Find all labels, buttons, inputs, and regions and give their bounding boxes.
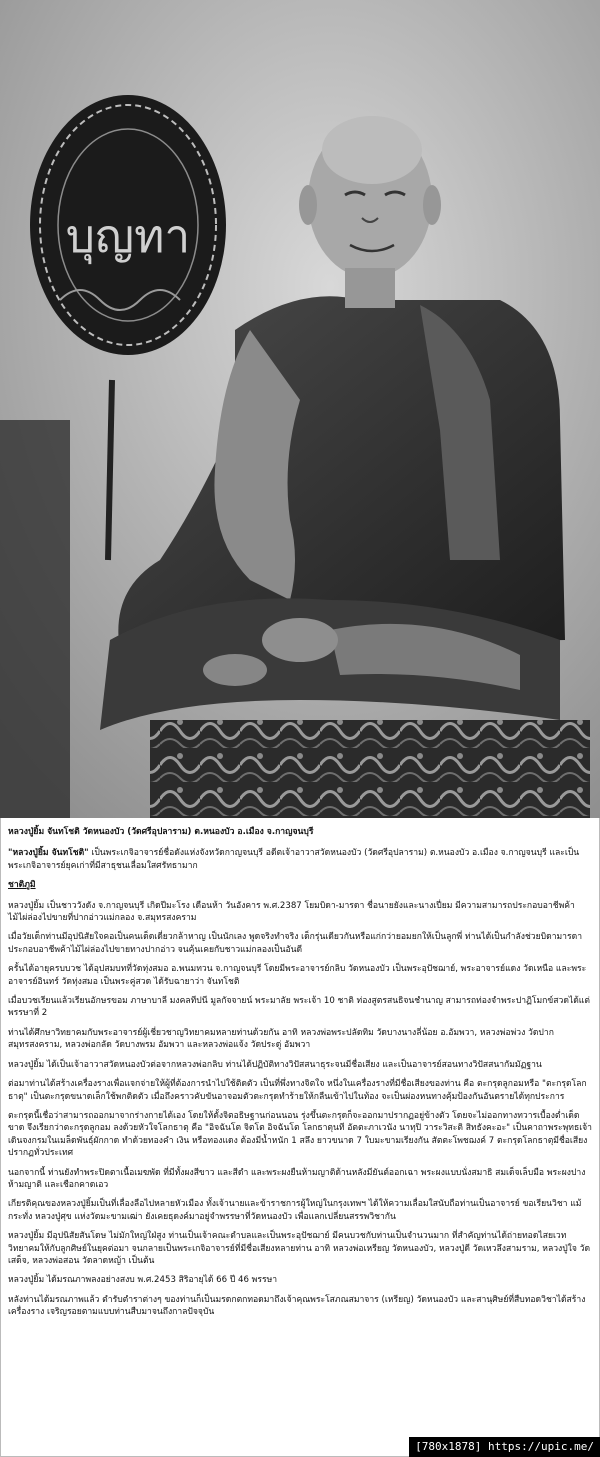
paragraph: หลวงปู่ยิ้ม มีอุปนิสัยสันโดษ ไม่มักใหญ่ใฝ่สูง ท่านเป็นเจ้าคณะตำบลและเป็นพระอุปัชฌาย์ มีคนบวชกับท่านเป็นจำนวนมาก ที่สำคัญท่านได้ถ่ายทอดไสยเวทวิทยาคมให้กับลูกศิษย์ในยุคต่อมา จนกลายเป็นพระเกจิอาจารย์ที่มีชื่อเสียงหลายท่าน อาทิ หลวงพ่อเหรียญ วัดหนองบัว, หลวงปู่ดี วัดเหวลึงสามราม, หลวงปู่ใจ วัดเสด็จ, หลวงพ่อสอน วัดลาดหญ้า เป็นต้น [8,1231,591,1266]
intro-paragraph [8,847,594,872]
paragraph: เมื่อวัยเด็กท่านมีอุปนิสัยใจคอเป็นคนเด็ดเดี่ยวกล้าหาญ เป็นนักเลง พูดจริงทำจริง เด็กรุ่นเดียวกันหรือแก่กว่ายอมยกให้เป็นลูกพี่ ท่านได้เป็นกำลังช่วยบิดามารดาประกอบอาชีพค้าไม้ไผ่ล่องไปขายทางปากอ่าว จนคุ้นเคยกับชาวแม่กลองเป็นอันดี [8,932,583,955]
photo-caption: หลวงปู่ยิ้ม จันทโชติ วัดหนองบัว (วัดศรีอุปลาราม) ต.หนองบัว อ.เมือง จ.กาญจนบุรี [8,827,314,837]
intro-text: เป็นพระเกจิอาจารย์ชื่อดังแห่งจังหวัดกาญจนบุรี อดีตเจ้าอาวาสวัดหนองบัว (วัดศรีอุปลาราม) ต.หนองบัว อ.เมือง จ.กาญจนบุรี และเป็นพระเกจิอาจารย์ยุคเก่าที่มีสาธุชนเลื่อมใสศรัทธามาก [8,848,580,871]
paragraph: หลวงปู่ยิ้ม ได้เป็นเจ้าอาวาสวัดหนองบัวต่อจากหลวงพ่อกลิบ ท่านได้ปฏิบัติทางวิปัสสนาธุระจนมีชื่อเสียง และเป็นอาจารย์สอนทางวิปัสสนากัมมัฏฐาน [8,1059,542,1070]
fan-script: บุญทา [65,209,191,263]
paragraph: นอกจากนี้ ท่านยังทำพระปิดตาเนื้อเมฆพัด ที่มีทั้งผงสีขาว และสีดำ และพระผงยืนห้ามญาติด้านหลังมียันต์ออกเฉา พระผงแบบนั่งสมาธิ สมเด็จเล็บมือ พระผงปางห้ามญาติ และเชือกคาดเอว [8,1167,586,1190]
paragraph: หลวงปู่ยิ้ม ได้มรณภาพลงอย่างสงบ พ.ศ.2453 สิริอายุได้ 66 ปี 46 พรรษา [8,1275,278,1286]
paragraph: หลวงปู่ยิ้ม เป็นชาววังดัง จ.กาญจนบุรี เกิดปีมะโรง เดือนห้า วันอังคาร พ.ศ.2387 โยมบิดา-มารดา ชื่อนายยังและนางเปี่ยม มีความสามารถประกอบอาชีพค้าไม้ไผ่ล่องไปขายที่ปากอ่าวแม่กลอง จ.สมุทรสงคราม [8,900,575,924]
image-host-watermark: [780x1878] https://upic.me/ [409,1437,600,1457]
monk-name: "หลวงปู่ยิ้ม จันทโชติ" [8,848,89,859]
paragraph: เกียรติคุณของหลวงปู่ยิ้มเป็นที่เลื่องลือไปหลายหัวเมือง ทั้งเจ้านายและข้าราชการผู้ใหญ่ในกรุงเทพฯ ได้ให้ความเลื่อมใสนับถือท่านเป็นอาจารย์ ขอเรียนวิชา แม้กระทั่ง หลวงปู่ศุข แห่งวัดมะขามเฒ่า ยังเคยธุดงค์มาอยู่จำพรรษาที่วัดหนองบัว เพื่อแลกเปลี่ยนสรรพวิชากัน [8,1199,582,1222]
paragraph: ตะกรุดนี้เชื่อว่าสามารถออกมาจากร่างกายได้เอง โดยให้ตั้งจิตอธิษฐานก่อนนอน รุ่งขึ้นตะกรุดก็จะออกมาปรากฏอยู่ข้างตัว โดยจะไม่ออกทางทวารเบื้องต่ำเด็ดขาด จึงเรียกว่าตะกรุดลูกอม ลงด้วยหัวใจโลกธาตุ คือ "อิจฉันโต จิตโต อิจฉันโต โลกธาตุนที อัตตะภาเวนัง นาทุปิ วาระวิสะติ สิทธังคะอะ" เป็นคาถาพระพุทธเจ้าเดินจงกรมในเมล็ดพันธุ์ผักกาด ทำด้วยทองคำ เงิน หรือทองแดง ต้องมีน้ำหนัก 1 สลึง ยาวขนาด 7 ใบมะขามเรียงกัน สัตตะโพชฌงค์ 7 ตะกรุดโลกธาตุมีชื่อเสียงปรากฏทั่วประเทศ [8,1110,593,1159]
section-title: ชาติภูมิ [8,880,36,891]
paragraph: ต่อมาท่านได้สร้างเครื่องรางเพื่อแจกจ่ายให้ผู้ที่ต้องการนำไปใช้ติดตัว เป็นที่พึ่งทางจิตใจ หนึ่งในเครื่องรางที่มีชื่อเสียงของท่าน คือ ตะกรุดลูกอมหรือ "ตะกรุดโลกธาตุ" เป็นตะกรุดขนาดเล็กใช้พกติดตัว เมื่อถึงคราวคับขันอาจอมตัวตะกรุดทำร้ายให้กลืนเข้าไปในท้อง จะเป็นผ่องหนทางคุ้มป้องกันอันตรายได้ทุกประการ [8,1079,587,1102]
paragraph: ครั้นได้อายุครบบวช ได้อุปสมบทที่วัดทุ่งสมอ อ.พนมทวน จ.กาญจนบุรี โดยมีพระอาจารย์กลิบ วัดหนองบัว เป็นพระอุปัชฌาย์, พระอาจารย์แดง วัดเหนือ และพระอาจารย์อินทร์ วัดทุ่งสมอ เป็นพระคู่สวด ได้รับฉายาว่า จันทโชติ [8,964,587,987]
paragraph: เมื่อบวชเรียนแล้วเรียนอักษรขอม ภาษาบาลี มงคลทีปนี มูลกัจจายน์ พระมาลัย พระเจ้า 10 ชาติ ท่องสูตรสนธิจนชำนาญ สามารถท่องจำพระปาฏิโมกข์สวดได้แต่พรรษาที่ 2 [8,996,590,1019]
paragraph: ท่านได้ศึกษาวิทยาคมกับพระอาจารย์ผู้เชี่ยวชาญวิทยาคมหลายท่านด้วยกัน อาทิ หลวงพ่อพระปลัดทิม วัดบางนางลี่น้อย อ.อัมพวา, หลวงพ่อพ่วง วัดปากสมุทรสงคราม, หลวงพ่อกลัด วัดบางพรม อัมพวา และหลวงพ่อแจ้ง วัดประดู่ อัมพวา [8,1027,554,1051]
paragraph: หลังท่านได้มรณภาพแล้ว ตำรับตำราต่างๆ ของท่านก็เป็นมรดกตกทอดมาถึงเจ้าคุณพระโสภณสมาจาร (เหรียญ) วัดหนองบัว และสานุศิษย์ที่สืบทอดวิชาได้สร้างเครื่องราง เจริญรอยตามแบบท่านสืบมาจนถึงกาลปัจจุบัน [8,1294,586,1318]
article-text [8,826,594,1326]
